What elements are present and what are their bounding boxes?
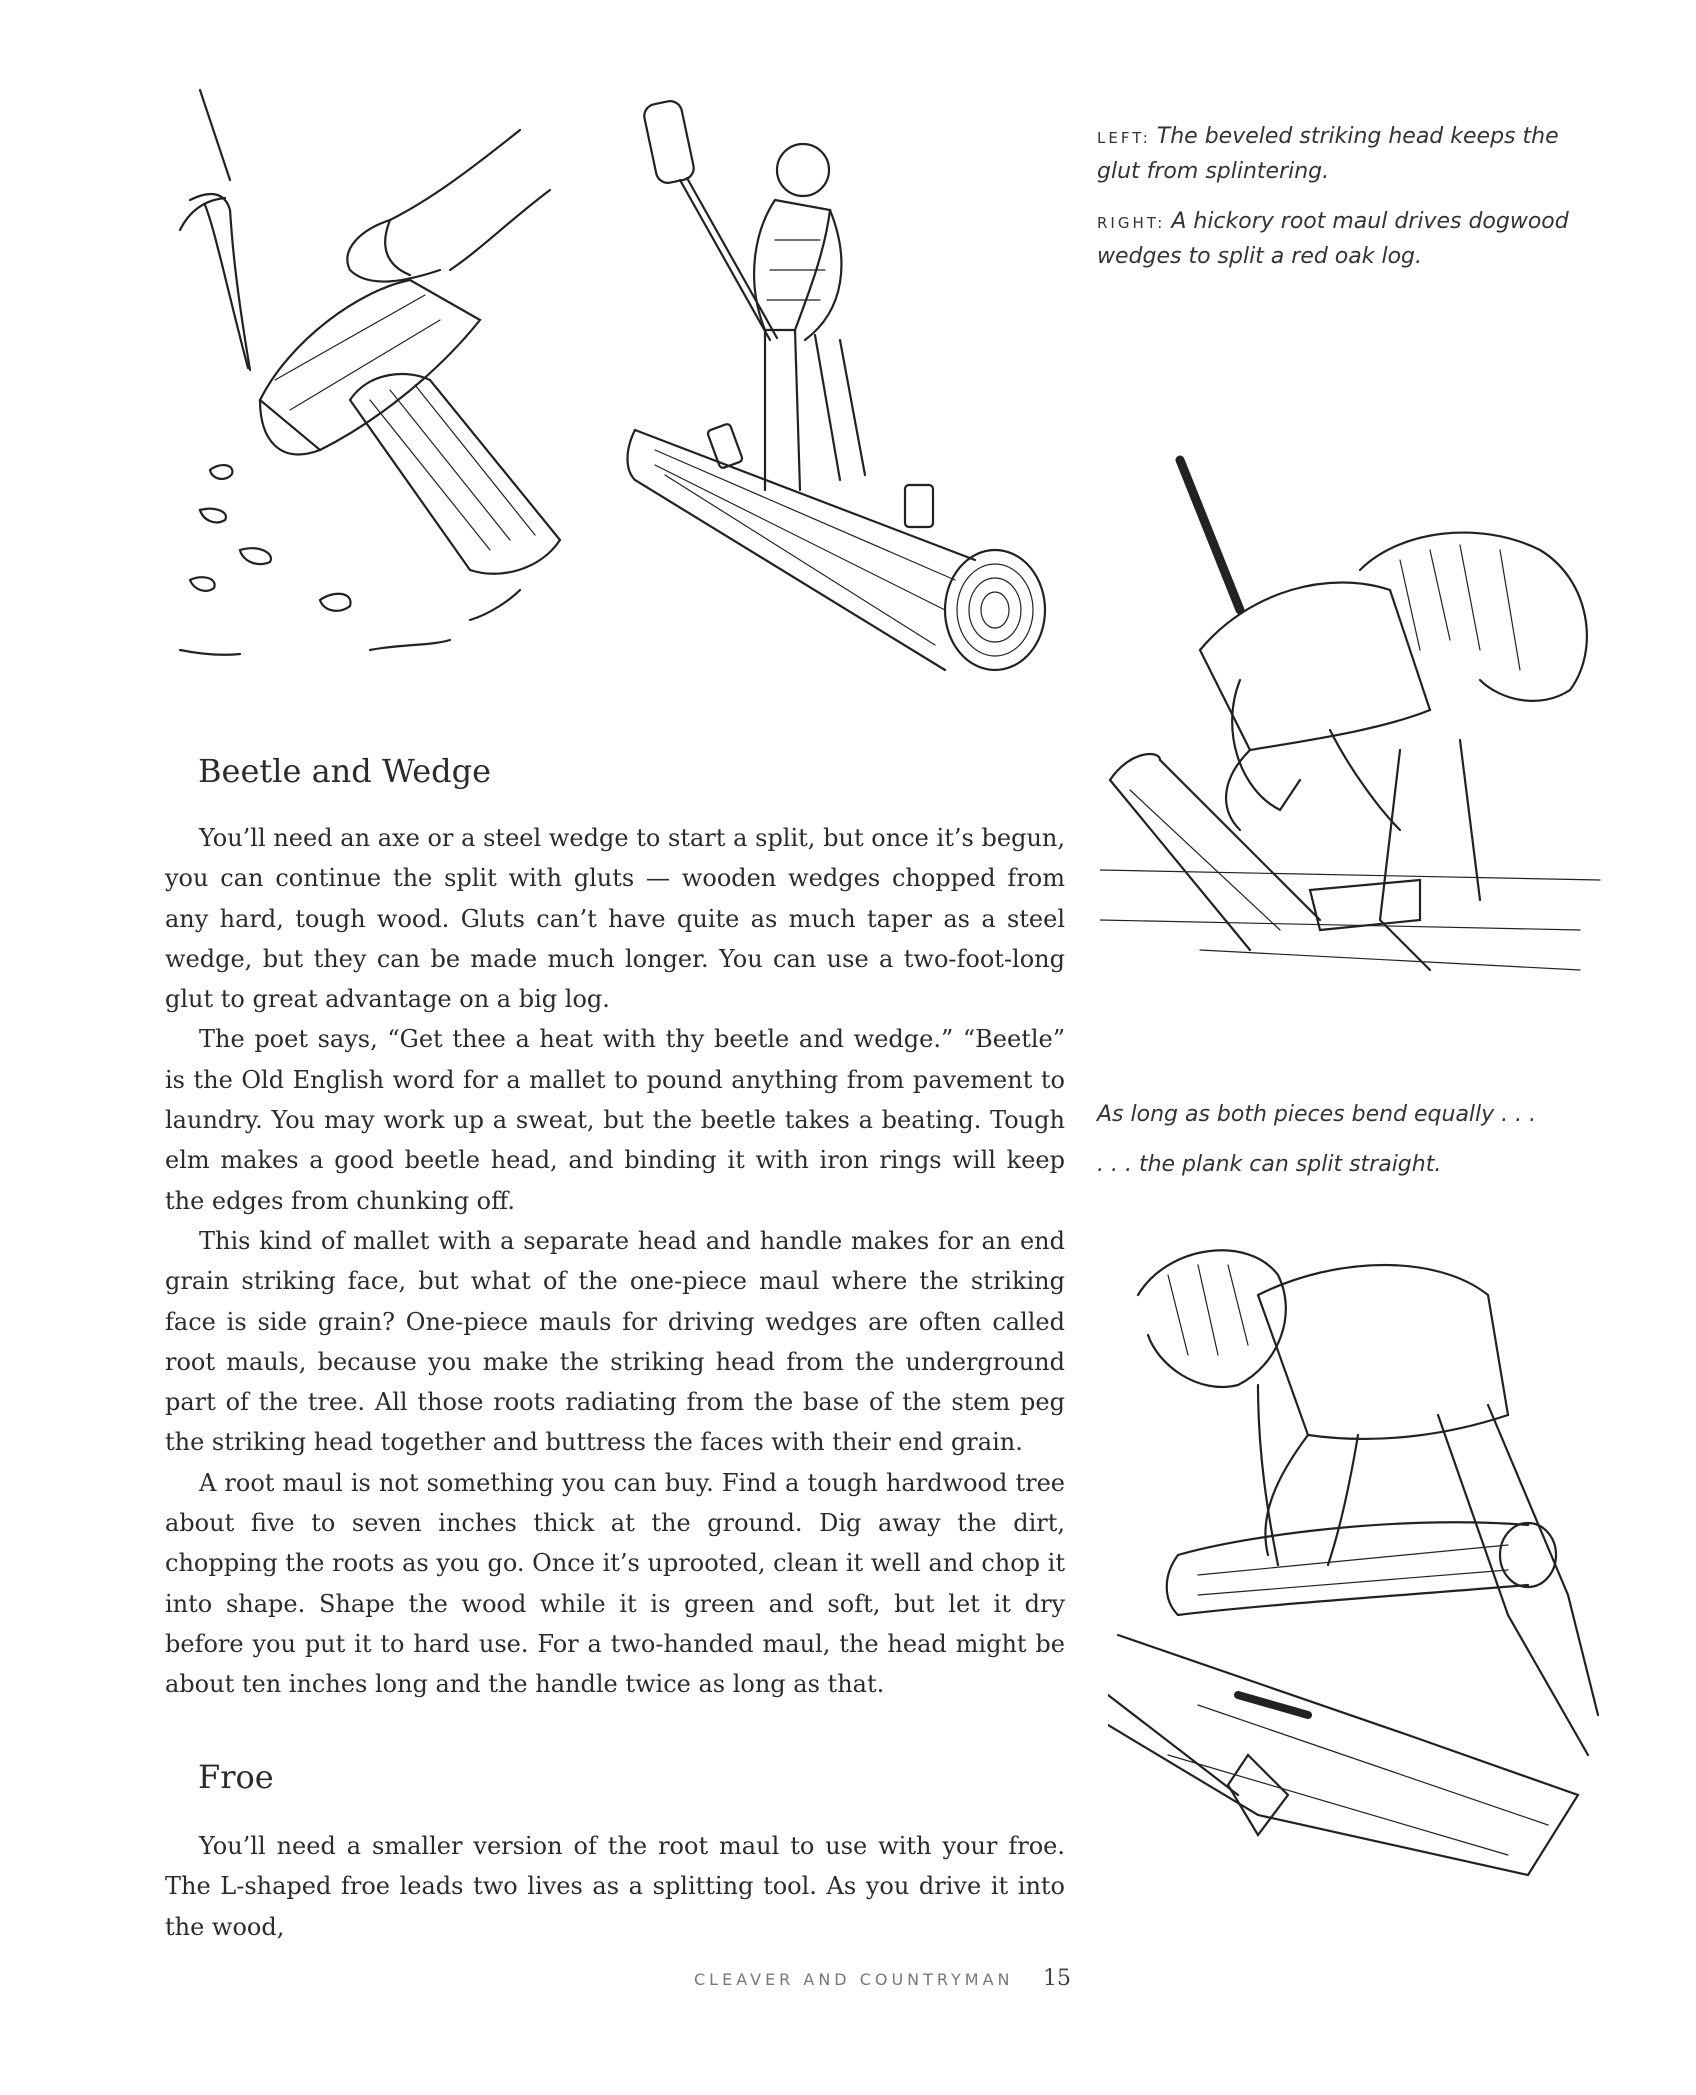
plank-splitting-illustration xyxy=(1108,1235,1608,1915)
heading-froe: Froe xyxy=(198,1758,274,1796)
froe-splitting-illustration-top xyxy=(1100,450,1605,1050)
caption-split-straight: . . . the plank can split straight. xyxy=(1097,1152,1442,1177)
caption-right xyxy=(1097,205,1597,273)
heading-beetle-and-wedge: Beetle and Wedge xyxy=(198,752,492,790)
paragraph: A root maul is not something you can buy. Find a tough hardwood tree about five to seven inches thick at the ground. Dig away the dirt, chopping the roots as you go. Once it’s uprooted, clean it well and chop it into shape. Shape the wood while it is green and soft, but let it dry before you put it to hard use. For a two-handed maul, the head might be about ten inches long and the handle twice as long as that. xyxy=(165,1468,1065,1699)
body-froe xyxy=(165,1826,1065,1947)
paragraph: You’ll need an axe or a steel wedge to start a split, but once it’s begun, you can continue the split with gluts — wooden wedges chopped from any hard, tough wood. Gluts can’t have quite as much taper as a steel wedge, but they can be made much longer. You can use a two-foot-long glut to great advantage on a big log. xyxy=(165,824,1065,1014)
paragraph: This kind of mallet with a separate head and handle makes for an end grain striking face, but what of the one-piece maul where the striking face is side grain? One-piece mauls for driving wedges are often called root mauls, because you make the striking head from the underground part of the tree. All those roots radiating from the base of the stem peg the striking head together and buttress the faces with their end grain. xyxy=(165,1226,1065,1457)
caption-left xyxy=(1097,120,1597,188)
body-beetle-and-wedge xyxy=(165,818,1065,1705)
caption-bend-equally: As long as both pieces bend equally . . . xyxy=(1097,1102,1537,1127)
caption-left-text: The beveled striking head keeps the glut from splintering. xyxy=(1097,124,1559,184)
glut-shaping-illustration xyxy=(170,80,580,680)
running-title: CLEAVER AND COUNTRYMAN xyxy=(694,1970,1014,1989)
page-number: 15 xyxy=(1043,1966,1071,1991)
paragraph: The poet says, “Get thee a heat with thy beetle and wedge.” “Beetle” is the Old English word for a mallet to pound anything from pavement to laundry. You may work up a sweat, but the beetle takes a beating. Tough elm makes a good beetle head, and binding it with iron rings will keep the edges from chunking off. xyxy=(165,1025,1065,1215)
caption-right-text: A hickory root maul drives dogwood wedges to split a red oak log. xyxy=(1097,209,1569,269)
paragraph: You’ll need a smaller version of the root maul to use with your froe. The L-shaped froe leads two lives as a splitting tool. As you drive it into the wood, xyxy=(165,1832,1065,1941)
wedge-driving-illustration xyxy=(625,90,1055,680)
caption-right-lead: RIGHT: xyxy=(1097,214,1166,232)
caption-left-lead: LEFT: xyxy=(1097,129,1151,147)
